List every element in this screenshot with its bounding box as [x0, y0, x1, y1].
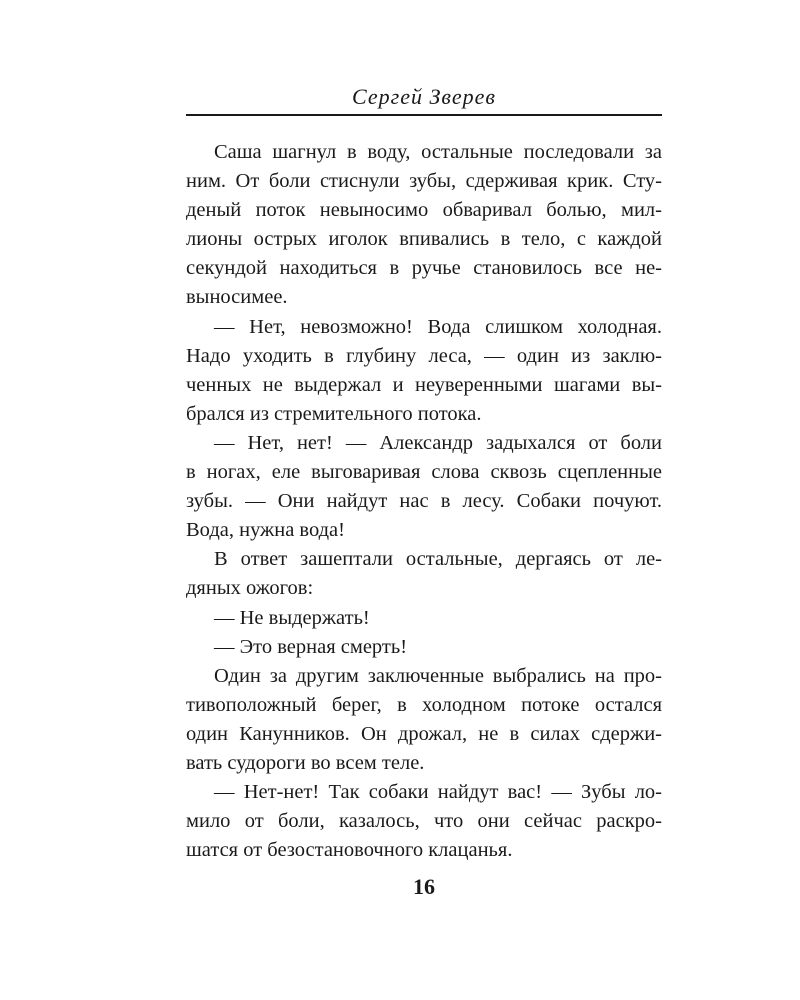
text-line: тивоположный берег, в холодном потоке остался — [186, 693, 662, 716]
text-line: дяных ожогов: — [186, 577, 314, 600]
text-line: Надо уходить в глубину леса, — один из заклю- — [186, 344, 662, 367]
text-line: секундой находиться в ручье становилось все не- — [186, 257, 662, 280]
text-line: — Нет, невозможно! Вода слишком холодная. — [214, 315, 662, 338]
text-line: деный поток невыносимо обваривал болью, мил- — [186, 199, 662, 222]
text-line: зубы. — Они найдут нас в лесу. Собаки почуют. — [186, 490, 662, 513]
text-line: Один за другим заключенные выбрались на про- — [214, 664, 662, 687]
text-line: шатся от безостановочного клацанья. — [186, 839, 513, 862]
text-line: вать судороги во всем теле. — [186, 751, 425, 774]
text-line: В ответ зашептали остальные, дергаясь от ле- — [214, 548, 662, 571]
text-line: ченных не выдержал и неуверенными шагами вы- — [186, 373, 662, 396]
text-line: — Нет-нет! Так собаки найдут вас! — Зубы ло- — [214, 781, 662, 804]
text-line: — Нет, нет! — Александр задыхался от боли — [214, 431, 662, 454]
body-text — [186, 138, 662, 865]
text-line: — Не выдержать! — [214, 606, 370, 629]
text-line: Саша шагнул в воду, остальные последовали за — [214, 141, 662, 163]
page-number: 16 — [413, 874, 435, 899]
text-line: Вода, нужна вода! — [186, 519, 345, 542]
text-line: выносимее. — [186, 286, 288, 309]
text-line: лионы острых иголок впивались в тело, с каждой — [186, 228, 662, 251]
running-head-author: Сергей Зверев — [352, 84, 496, 109]
text-line: один Канунников. Он дрожал, не в силах сдержи- — [186, 722, 662, 745]
text-line: в ногах, еле выговаривая слова сквозь сцепленные — [186, 461, 662, 484]
text-line: брался из стремительного потока. — [186, 402, 482, 425]
text-line: ним. От боли стиснули зубы, сдерживая крик. Сту- — [186, 170, 662, 193]
header-rule — [186, 114, 662, 116]
text-line: мило от боли, казалось, что они сейчас раскро- — [186, 810, 662, 833]
text-line: — Это верная смерть! — [214, 635, 408, 658]
